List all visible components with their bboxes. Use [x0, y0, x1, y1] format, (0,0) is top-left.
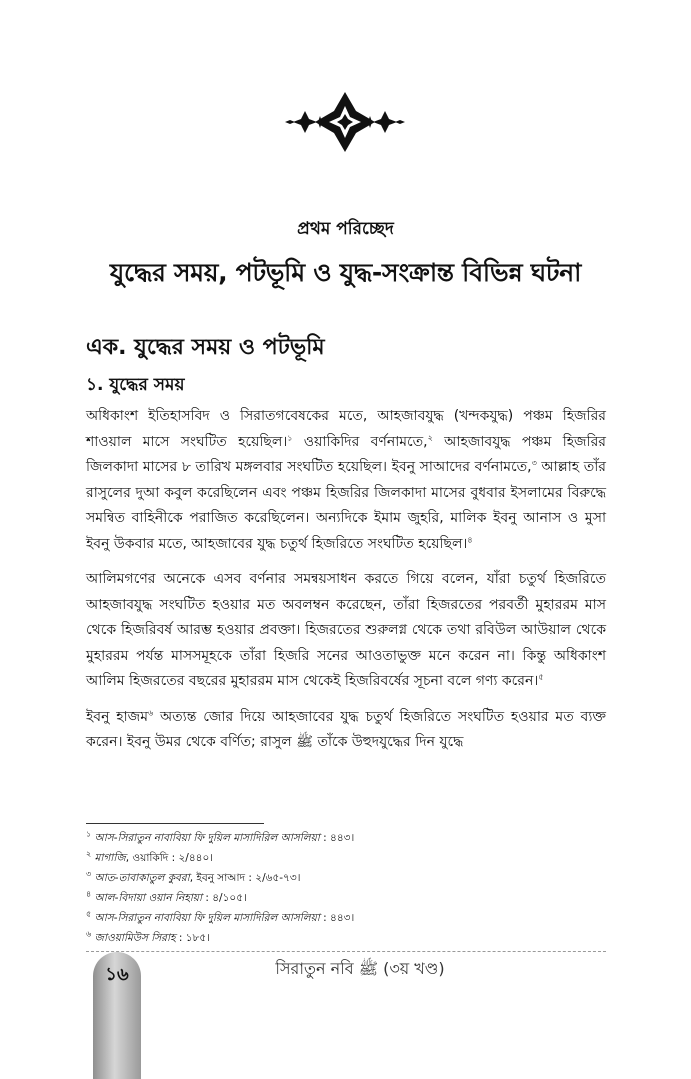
footnote-source: আল-বিদায়া ওয়ান নিহায়া — [94, 892, 203, 904]
footnote-number: ৫ — [86, 909, 92, 919]
footnote-item — [86, 848, 606, 868]
footnote-item — [86, 868, 606, 888]
running-title: সিরাতুন নবি ﷺ (৩য় খণ্ড) — [275, 959, 445, 978]
footnote-ref[interactable]: ৫ — [538, 672, 544, 682]
footnote-ref[interactable]: ২ — [427, 432, 433, 442]
footnote-detail: : ৪/১০৫। — [202, 892, 247, 904]
footnote-detail: : ৪৪৩। — [319, 912, 355, 924]
chapter-label: প্রথম পরিচ্ছেদ — [297, 219, 394, 239]
paragraph-text: আল্লাহ তাঁর রাসুলের দুআ কবুল করেছিলেন এবং পঞ্চম হিজরির জিলকাদা মাসের বুধবার ইসলামের বিরুদ্ধে সমন্বিত বাহিনীকে পরাজিত করেছিলেন। অন্যদিকে ইমাম জুহরি, মালিক ইবনু আনাস ও মুসা ইবনু উকবার মতে, আহজাবের যুদ্ধ চতুর্থ হিজরিতে সংঘটিত হয়েছিল। — [86, 459, 606, 552]
footnote-number: ১ — [86, 829, 92, 839]
footnote-source: জাওয়ামিউস সিরাহ — [94, 932, 176, 944]
footnote-source: মাগাজি — [94, 852, 126, 864]
footnote-divider — [86, 823, 264, 824]
footnote-item — [86, 828, 606, 848]
footnote-number: ৪ — [86, 889, 92, 899]
footnote-detail: : ৪৪৩। — [319, 832, 355, 844]
page-number: ১৬ — [105, 964, 129, 985]
paragraph-text: অধিকাংশ ইতিহাসবিদ ও সিরাতগবেষকের মতে, আহজাবযুদ্ধ (খন্দকযুদ্ধ) পঞ্চম হিজরির শাওয়াল মাসে সংঘটিত হয়েছিল। — [86, 408, 606, 450]
chapter-ornament-icon — [0, 92, 691, 152]
footnote-source: আস-সিরাতুন নাবাবিয়া ফি দুয়িল মাসাদিরিল আসলিয়া — [94, 912, 320, 924]
footnote-ref[interactable]: ৩ — [531, 458, 537, 468]
paragraph-text: অত্যন্ত জোর দিয়ে আহজাবের যুদ্ধ চতুর্থ হিজরিতে সংঘটিত হওয়ার মত ব্যক্ত করেন। ইবনু উমর থেকে বর্ণিত; রাসুল ﷺ তাঁকে উহুদযুদ্ধের দিন যুদ্ধে — [86, 708, 606, 750]
subsection-heading: ১. যুদ্ধের সময় — [86, 375, 185, 395]
footnote-item — [86, 888, 606, 908]
section-heading: এক. যুদ্ধের সময় ও পটভূমি — [86, 335, 325, 360]
footer-divider — [86, 951, 606, 952]
paragraph-text: ওয়াকিদির বর্ণনামতে, — [292, 433, 428, 450]
footnote-number: ৬ — [86, 929, 92, 939]
body-text — [86, 404, 606, 766]
footnote-item — [86, 928, 606, 948]
paragraph-text: আহজাবযুদ্ধ পঞ্চম হিজরির জিলকাদা মাসের ৮ তারিখ মঙ্গলবার সংঘটিত হয়েছিল। ইবনু সাআদের বর্ণনামতে, — [86, 433, 606, 475]
chapter-title: যুদ্ধের সময়, পটভূমি ও যুদ্ধ-সংক্রান্ত বিভিন্ন ঘটনা — [109, 258, 582, 287]
footnote-item — [86, 908, 606, 928]
footnote-ref[interactable]: ৪ — [467, 534, 473, 544]
footnote-number: ৩ — [86, 869, 92, 879]
paragraph-1 — [86, 404, 606, 557]
paragraph-2 — [86, 567, 606, 695]
footnote-detail: , ওয়াকিদি : ২/৪৪০। — [125, 852, 214, 864]
footnote-number: ২ — [86, 849, 92, 859]
footnote-ref[interactable]: ৬ — [147, 707, 154, 717]
footnote-source: আস-সিরাতুন নাবাবিয়া ফি দুয়িল মাসাদিরিল আসলিয়া — [94, 832, 320, 844]
paragraph-3 — [86, 705, 606, 756]
footnote-source: আত-তাবাকাতুল কুবরা — [94, 872, 190, 884]
footnote-detail: : ১৮৫। — [175, 932, 210, 944]
footnotes — [86, 828, 606, 948]
paragraph-text: ইবনু হাজম — [86, 708, 148, 725]
footnote-detail: , ইবনু সাআদ : ২/৬৫-৭৩। — [189, 872, 301, 884]
footnote-ref[interactable]: ১ — [287, 432, 293, 442]
paragraph-text: আলিমগণের অনেকে এসব বর্ণনার সমন্বয়সাধন করতে গিয়ে বলেন, যাঁরা চতুর্থ হিজরিতে আহজাবযুদ্ধ সংঘটিত হওয়ার মত অবলম্বন করেছেন, তাঁরা হিজরতের পরবর্তী মুহাররম মাস থেকে হিজরিবর্ষ আরম্ভ হওয়ার প্রবক্তা। হিজরতের শুরুলগ্ন থেকে তথা রবিউল আউয়াল থেকে মুহাররম পর্যন্ত মাসসমূহকে তাঁরা হিজরি সনের আওতাভুক্ত মনে করেন না। কিন্তু অধিকাংশ আলিম হিজরতের বছরের মুহাররম মাস থেকেই হিজরিবর্ষের সূচনা বলে গণ্য করেন। — [86, 571, 606, 689]
